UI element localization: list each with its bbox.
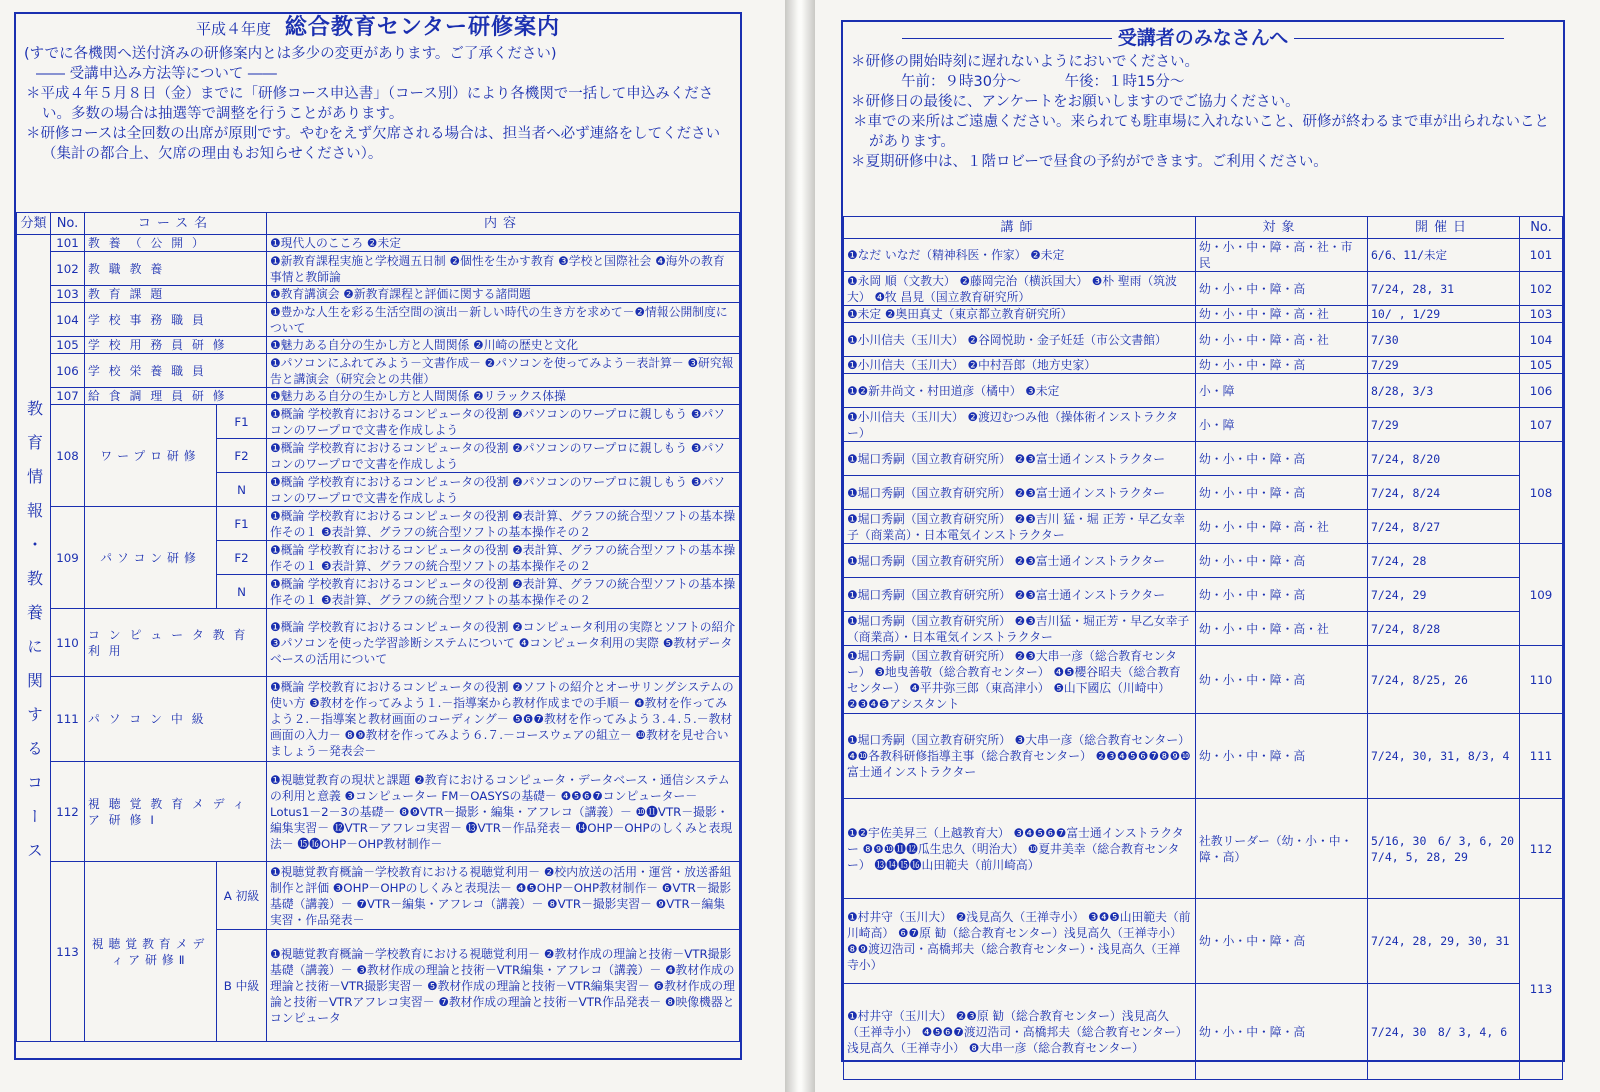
dates: 7/24, 8/28 bbox=[1368, 612, 1520, 646]
lecturer: ❶小川信夫（玉川大） ❷中村吾郎（地方史家） bbox=[844, 357, 1196, 374]
row-no: 111 bbox=[1520, 714, 1563, 799]
course-name: 学校用務員研修 bbox=[85, 337, 267, 354]
dates: 7/24, 28, 31 bbox=[1368, 272, 1520, 306]
course-name: 給食調理員研修 bbox=[85, 388, 267, 405]
target: 小・障 bbox=[1196, 374, 1368, 408]
lecturer: ❶永岡 順（文教大） ❷藤岡完治（横浜国大） ❸朴 聖雨（筑波大） ❹牧 昌見（国立教育研究所） bbox=[844, 272, 1196, 306]
course-content: ❶豊かな人生を彩る生活空間の演出－新しい時代の生き方を求めて－❷情報公開制度について bbox=[267, 303, 740, 337]
dates: 7/24, 8/24 bbox=[1368, 476, 1520, 510]
course-content: ❶魅力ある自分の生かし方と人間関係 ❷川崎の歴史と文化 bbox=[267, 337, 740, 354]
bullet-1: ＊平成４年５月８日（金）までに「研修コース申込書」（コース別）により各機関で一括して申込みください。多数の場合は抽選等で調整を行うことがあります。 bbox=[26, 86, 714, 122]
dates: 7/24, 29 bbox=[1368, 578, 1520, 612]
row-no: 103 bbox=[1520, 306, 1563, 323]
course-content: ❶概論 学校教育におけるコンピュータの役割 ❷パソコンのワープロに親しもう ❸パソコンのワープロで文書を作成しよう bbox=[267, 439, 740, 473]
subheading: ―― 受講申込み方法等について ―― bbox=[36, 66, 277, 82]
target: 幼・小・中・障・高・社 bbox=[1196, 306, 1368, 323]
lecturer-row bbox=[844, 408, 1563, 442]
right-header bbox=[843, 22, 1563, 176]
lecturer: ❶堀口秀嗣（国立教育研究所） ❷❸富士通インストラクター bbox=[844, 544, 1196, 578]
lecturer: ❶村井守（玉川大） ❷❸原 勧（総合教育センター）浅見高久（王禅寺小） ❹❺❻❼渡辺浩司・高橋邦夫（総合教育センター）浅見高久（王禅寺小） ❽大串一彦（総合教育センター） bbox=[844, 984, 1196, 1080]
course-content: ❶概論 学校教育におけるコンピュータの役割 ❷表計算、グラフの統合型ソフトの基本操作その１ ❸表計算、グラフの統合型ソフトの基本操作その２ bbox=[267, 507, 740, 541]
course-no: 101 bbox=[51, 235, 85, 252]
course-no: 113 bbox=[51, 862, 85, 1042]
lecturer-row bbox=[844, 272, 1563, 306]
course-no: 109 bbox=[51, 507, 85, 609]
target: 幼・小・中・障・高 bbox=[1196, 357, 1368, 374]
row-no: 112 bbox=[1520, 799, 1563, 899]
course-content: ❶概論 学校教育におけるコンピュータの役割 ❷表計算、グラフの統合型ソフトの基本操作その１ ❸表計算、グラフの統合型ソフトの基本操作その２ bbox=[267, 575, 740, 609]
left-page bbox=[0, 0, 785, 1092]
lecturer-row bbox=[844, 476, 1563, 510]
dates: 7/30 bbox=[1368, 323, 1520, 357]
course-no: 102 bbox=[51, 252, 85, 286]
lecturer-row bbox=[844, 899, 1563, 984]
target: 幼・小・中・障・高 bbox=[1196, 984, 1368, 1080]
left-header bbox=[16, 14, 740, 168]
course-name: 視聴覚教育メディア研修Ⅰ bbox=[85, 762, 267, 862]
bullet-2: ＊研修コースは全回数の出席が原則です。やむをえず欠席される場合は、担当者へ必ず連絡をしてください（集計の都合上、欠席の理由もお知らせください）。 bbox=[26, 126, 721, 162]
course-level: N bbox=[217, 473, 267, 507]
course-content: ❶概論 学校教育におけるコンピュータの役割 ❷パソコンのワープロに親しもう ❸パソコンのワープロで文書を作成しよう bbox=[267, 405, 740, 439]
course-row bbox=[17, 405, 740, 439]
lecturer: ❶堀口秀嗣（国立教育研究所） ❷❸富士通インストラクター bbox=[844, 442, 1196, 476]
course-no: 105 bbox=[51, 337, 85, 354]
note-2: ＊研修日の最後に、アンケートをお願いしますのでご協力ください。 bbox=[851, 94, 1300, 110]
lecturer-row bbox=[844, 306, 1563, 323]
row-no: 110 bbox=[1520, 646, 1563, 714]
dates: 7/24, 28, 29, 30, 31 bbox=[1368, 899, 1520, 984]
course-level: F2 bbox=[217, 541, 267, 575]
notes-title bbox=[851, 28, 1555, 48]
course-level: F1 bbox=[217, 507, 267, 541]
target: 幼・小・中・障・高・社 bbox=[1196, 510, 1368, 544]
lecturer: ❶堀口秀嗣（国立教育研究所） ❷❸吉川 猛・堀 正芳・早乙女幸子（商業高）・日本電気インストラクター bbox=[844, 510, 1196, 544]
lecturer: ❶未定 ❷奥田真丈（東京都立教育研究所） bbox=[844, 306, 1196, 323]
target: 幼・小・中・障・高・社 bbox=[1196, 323, 1368, 357]
course-row bbox=[17, 252, 740, 286]
course-name: パソコン中級 bbox=[85, 677, 267, 762]
notes-title-text: 受講者のみなさんへ bbox=[1117, 27, 1289, 49]
right-header-row bbox=[844, 217, 1563, 239]
lecturer-row bbox=[844, 799, 1563, 899]
target: 幼・小・中・障・高 bbox=[1196, 899, 1368, 984]
lecturer-row bbox=[844, 646, 1563, 714]
lecturer-row bbox=[844, 323, 1563, 357]
lecturer-row bbox=[844, 544, 1563, 578]
dates: 7/29 bbox=[1368, 408, 1520, 442]
note-times: 午前：９時30分～ 午後：１時15分～ bbox=[901, 74, 1185, 90]
note-3: ＊車での来所はご遠慮ください。来られても駐車場に入れないこと、研修が終わるまで車が出られないことがあります。 bbox=[853, 114, 1549, 150]
title-row bbox=[24, 15, 732, 40]
lecturer: ❶❷宇佐美昇三（上越教育大） ❸❹❺❻❼富士通インストラクター ❽❾❿⓫⓬瓜生忠久（明治大） ❿夏井美幸（総合教育センター） ⓭⓮⓯⓰山田範夫（前川崎高） bbox=[844, 799, 1196, 899]
lecturer-row bbox=[844, 612, 1563, 646]
course-content: ❶視聴覚教育の現状と課題 ❷教育におけるコンピュータ・データベース・通信システムの利用と意義 ❸コンピューター FM－OASYSの基礎－ ❹❺❻❼コンピューター－Lotus1－2－3の基礎－ ❽❾VTR－撮影・編集・アフレコ（講義）－ ❿⓫VTR－撮影・編集実習－ ⓬VTR－アフレコ実習－ ⓭VTR－作品発表－ ⓮OHP－OHPのしくみと表現法－ ⓯⓰OHP－OHP教材制作－ bbox=[267, 762, 740, 862]
course-content: ❶視聴覚教育概論－学校教育における視聴覚利用－ ❷校内放送の活用・運営・放送番組制作と評価 ❸OHP－OHPのしくみと表現法－ ❹❺OHP－OHP教材制作－ ❻VTR－撮影基礎（講義）－ ❼VTR－編集・アフレコ（講義）－ ❽VTR－撮影実習－ ❾VTR－編集実習・作品発表－ bbox=[267, 862, 740, 930]
course-row bbox=[17, 609, 740, 677]
course-no: 106 bbox=[51, 354, 85, 388]
row-no: 101 bbox=[1520, 239, 1563, 272]
left-frame bbox=[14, 12, 742, 1060]
target: 幼・小・中・障・高 bbox=[1196, 544, 1368, 578]
course-content: ❶現代人のこころ ❷未定 bbox=[267, 235, 740, 252]
dates: 7/24, 30 8/ 3, 4, 6 bbox=[1368, 984, 1520, 1080]
target: 幼・小・中・障・高 bbox=[1196, 272, 1368, 306]
page-title: 総合教育センター研修案内 bbox=[284, 15, 560, 40]
course-content: ❶概論 学校教育におけるコンピュータの役割 ❷パソコンのワープロに親しもう ❸パソコンのワープロで文書を作成しよう bbox=[267, 473, 740, 507]
lecturer-row bbox=[844, 578, 1563, 612]
row-no: 109 bbox=[1520, 544, 1563, 646]
course-row bbox=[17, 677, 740, 762]
course-no: 104 bbox=[51, 303, 85, 337]
course-no: 108 bbox=[51, 405, 85, 507]
target: 幼・小・中・障・高 bbox=[1196, 476, 1368, 510]
row-no: 108 bbox=[1520, 442, 1563, 544]
course-no: 107 bbox=[51, 388, 85, 405]
course-name: ワープロ研修 bbox=[85, 405, 217, 507]
category-label: 教育情報・教養に関するコース bbox=[17, 235, 51, 1042]
dates: 10/ , 1/29 bbox=[1368, 306, 1520, 323]
target: 幼・小・中・障・高 bbox=[1196, 442, 1368, 476]
course-level: B 中級 bbox=[217, 930, 267, 1042]
target: 幼・小・中・障・高 bbox=[1196, 714, 1368, 799]
lecturer-row bbox=[844, 374, 1563, 408]
target: 幼・小・中・障・高 bbox=[1196, 646, 1368, 714]
course-content: ❶概論 学校教育におけるコンピュータの役割 ❷コンピュータ利用の実際とソフトの紹介 ❸パソコンを使った学習診断システムについて ❹コンピュータ利用の実際 ❺教材データベースの活用について bbox=[267, 609, 740, 677]
course-row bbox=[17, 337, 740, 354]
lecturer: ❶堀口秀嗣（国立教育研究所） ❷❸吉川猛・堀正芳・早乙女幸子（商業高）・日本電気インストラクター bbox=[844, 612, 1196, 646]
course-name: 学校栄養職員 bbox=[85, 354, 267, 388]
lecturer: ❶小川信夫（玉川大） ❷谷岡悦助・金子妊廷（市公文書館） bbox=[844, 323, 1196, 357]
course-name: パソコン研修 bbox=[85, 507, 217, 609]
dates: 7/29 bbox=[1368, 357, 1520, 374]
course-level: F1 bbox=[217, 405, 267, 439]
course-content: ❶概論 学校教育におけるコンピュータの役割 ❷表計算、グラフの統合型ソフトの基本操作その１ ❸表計算、グラフの統合型ソフトの基本操作その２ bbox=[267, 541, 740, 575]
lecturer: ❶堀口秀嗣（国立教育研究所） ❸大串一彦（総合教育センター） ❹❿各教科研修指導主事（総合教育センター） ❷❸❹❺❻❼❽❾❿富士通インストラクター bbox=[844, 714, 1196, 799]
target: 社教リーダー（幼・小・中・障・高） bbox=[1196, 799, 1368, 899]
course-row bbox=[17, 235, 740, 252]
course-content: ❶パソコンにふれてみよう－文書作成－ ❷パソコンを使ってみよう－表計算－ ❸研究報告と講演会（研究会との共催） bbox=[267, 354, 740, 388]
lecturer-row bbox=[844, 442, 1563, 476]
course-row bbox=[17, 388, 740, 405]
header-no-right: No. bbox=[1520, 217, 1563, 239]
target: 幼・小・中・障・高 bbox=[1196, 578, 1368, 612]
right-page bbox=[815, 0, 1600, 1092]
row-no: 105 bbox=[1520, 357, 1563, 374]
right-frame bbox=[841, 20, 1565, 1062]
course-name: 教職教養 bbox=[85, 252, 267, 286]
course-name: 教育課題 bbox=[85, 286, 267, 303]
course-level: N bbox=[217, 575, 267, 609]
header-dates: 開催日 bbox=[1368, 217, 1520, 239]
course-row bbox=[17, 286, 740, 303]
header-target: 対象 bbox=[1196, 217, 1368, 239]
course-no: 103 bbox=[51, 286, 85, 303]
header-no: No. bbox=[51, 213, 85, 235]
lecturer-row bbox=[844, 984, 1563, 1080]
target: 幼・小・中・障・高・社 bbox=[1196, 612, 1368, 646]
lecturer-row bbox=[844, 714, 1563, 799]
course-row bbox=[17, 862, 740, 930]
course-content: ❶魅力ある自分の生かし方と人間関係 ❷リラックス体操 bbox=[267, 388, 740, 405]
lecturer: ❶堀口秀嗣（国立教育研究所） ❷❸富士通インストラクター bbox=[844, 476, 1196, 510]
course-name: 教養（公開） bbox=[85, 235, 267, 252]
course-content: ❶視聴覚教育概論－学校教育における視聴覚利用－ ❷教材作成の理論と技術－VTR撮影基礎（講義）－ ❸教材作成の理論と技術－VTR編集・アフレコ（講義）－ ❹教材作成の理論と技術－VTR撮影実習－ ❺教材作成の理論と技術－VTR編集実習－ ❻教材作成の理論と技術－VTRアフレコ実習－ ❼教材作成の理論と技術－VTR作品発表－ ❽映像機器とコンピュータ bbox=[267, 930, 740, 1042]
header-course-name: コース名 bbox=[85, 213, 267, 235]
lecturer: ❶村井守（玉川大） ❷浅見高久（王禅寺小） ❸❹❺山田範夫（前川崎高） ❻❼原 勧（総合教育センター）浅見高久（王禅寺小） ❽❾渡辺浩司・高橋邦夫（総合教育センター）・浅見高久（王禅寺小） bbox=[844, 899, 1196, 984]
row-no: 104 bbox=[1520, 323, 1563, 357]
lecturer: ❶堀口秀嗣（国立教育研究所） ❷❸大串一彦（総合教育センター） ❸地曳善敬（総合教育センター） ❹❺櫻谷昭夫（総合教育センター） ❹平井弥三郎（東高津小） ❺山下國広（川崎中） ❷❸❹❺アシスタント bbox=[844, 646, 1196, 714]
header-content: 内容 bbox=[267, 213, 740, 235]
lecturer: ❶堀口秀嗣（国立教育研究所） ❷❸富士通インストラクター bbox=[844, 578, 1196, 612]
lecturer-table bbox=[843, 216, 1563, 1080]
row-no: 113 bbox=[1520, 899, 1563, 1080]
dates: 7/24, 8/25, 26 bbox=[1368, 646, 1520, 714]
table-header-row bbox=[17, 213, 740, 235]
course-table bbox=[16, 212, 740, 1042]
course-content: ❶新教育課程実施と学校週五日制 ❷個性を生かす教育 ❸学校と国際社会 ❹海外の教育事情と教師論 bbox=[267, 252, 740, 286]
lecturer: ❶❷新井尚文・村田道彦（橘中） ❸未定 bbox=[844, 374, 1196, 408]
dates: 8/28, 3/3 bbox=[1368, 374, 1520, 408]
dates: 7/24, 30, 31, 8/3, 4 bbox=[1368, 714, 1520, 799]
book-gutter bbox=[785, 0, 815, 1092]
dates: 7/24, 8/20 bbox=[1368, 442, 1520, 476]
header-lecturer: 講師 bbox=[844, 217, 1196, 239]
note-1: ＊研修の開始時刻に遅れないようにおいでください。 bbox=[851, 54, 1199, 70]
lecturer-row bbox=[844, 357, 1563, 374]
course-name: コンピュータ教育利用 bbox=[85, 609, 267, 677]
course-name: 視聴覚教育メディア研修Ⅱ bbox=[85, 862, 217, 1042]
lecturer-row bbox=[844, 510, 1563, 544]
row-no: 107 bbox=[1520, 408, 1563, 442]
course-level: A 初級 bbox=[217, 862, 267, 930]
course-row bbox=[17, 354, 740, 388]
course-row bbox=[17, 507, 740, 541]
row-no: 102 bbox=[1520, 272, 1563, 306]
dates: 7/24, 8/27 bbox=[1368, 510, 1520, 544]
course-row bbox=[17, 762, 740, 862]
dates: 7/24, 28 bbox=[1368, 544, 1520, 578]
year-label: 平成４年度 bbox=[196, 20, 272, 38]
notice: (すでに各機関へ送付済みの研修案内とは多少の変更があります。ご了承ください) bbox=[24, 46, 557, 62]
note-4: ＊夏期研修中は、１階ロビーで昼食の予約ができます。ご利用ください。 bbox=[851, 154, 1328, 170]
course-content: ❶教育講演会 ❷新教育課程と評価に関する諸問題 bbox=[267, 286, 740, 303]
course-name: 学校事務職員 bbox=[85, 303, 267, 337]
lecturer: ❶なだ いなだ（精神科医・作家） ❷未定 bbox=[844, 239, 1196, 272]
course-row bbox=[17, 303, 740, 337]
target: 幼・小・中・障・高・社・市民 bbox=[1196, 239, 1368, 272]
lecturer-row bbox=[844, 239, 1563, 272]
header-category: 分類 bbox=[17, 213, 51, 235]
target: 小・障 bbox=[1196, 408, 1368, 442]
row-no: 106 bbox=[1520, 374, 1563, 408]
dates: 5/16, 30 6/ 3, 6, 20 7/4, 5, 28, 29 bbox=[1368, 799, 1520, 899]
lecturer: ❶小川信夫（玉川大） ❷渡辺むつみ他（操体術インストラクター） bbox=[844, 408, 1196, 442]
dates: 6/6、11/未定 bbox=[1368, 239, 1520, 272]
course-no: 111 bbox=[51, 677, 85, 762]
course-level: F2 bbox=[217, 439, 267, 473]
course-content: ❶概論 学校教育におけるコンピュータの役割 ❷ソフトの紹介とオーサリングシステムの使い方 ❸教材を作ってみよう１.－指導案から教材作成までの手順－ ❹教材を作ってみよう２.－指導案と教材画面のコーディング－ ❺❻❼教材を作ってみよう３.４.５.－教材画面の入力－ ❽❾教材を作ってみよう６.７.－コースウェアの組立－ ❿教材を見せ合いましょう－発表会－ bbox=[267, 677, 740, 762]
course-no: 110 bbox=[51, 609, 85, 677]
course-no: 112 bbox=[51, 762, 85, 862]
